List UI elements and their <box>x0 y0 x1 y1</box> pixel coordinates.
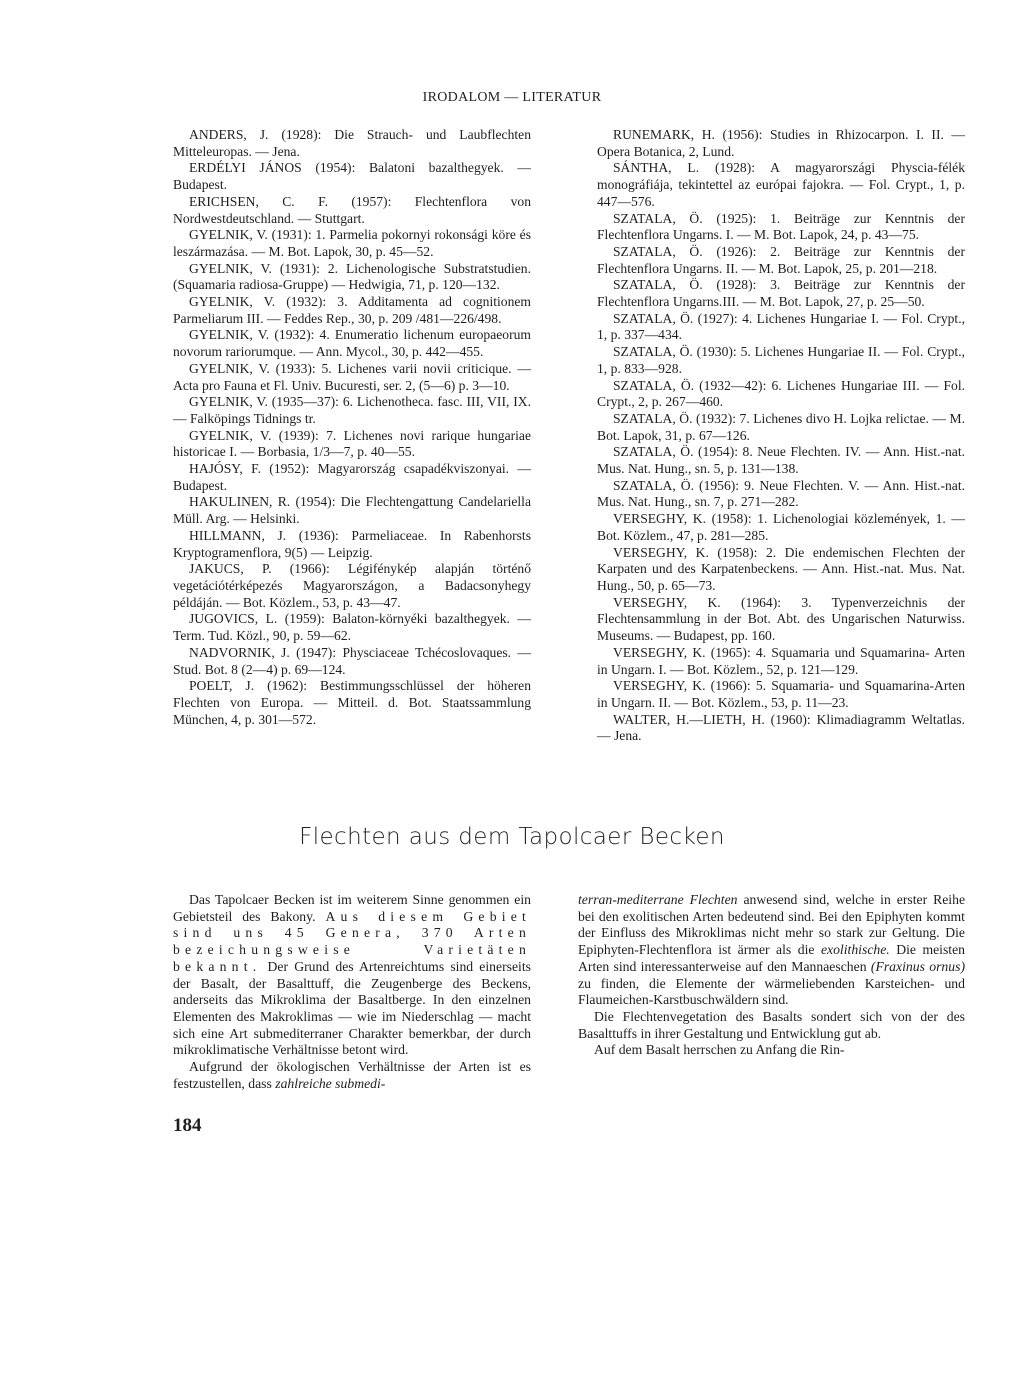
body-text: zu finden, die Elemente der wärmeliebenden Karsteichen- und Flaumeichen-Karstbuschwäldern sind. <box>578 975 965 1008</box>
reference-entry: GYELNIK, V. (1932): 3. Additamenta ad cognitionem Parmeliarum III. — Feddes Rep., 30, p. 209 /481—226/498. <box>173 294 531 326</box>
italic-text: exolithische. <box>820 942 890 958</box>
references-right-column <box>597 127 965 745</box>
italic-text: (Fraxinus ornus) <box>870 958 965 974</box>
reference-entry: SZATALA, Ö. (1932—42): 6. Lichenes Hungariae III. — Fol. Crypt., 2, p. 267—460. <box>597 377 965 410</box>
body-text: Aufgrund der ökologischen Verhältnisse der Arten ist es festzustellen, dass <box>173 1059 531 1091</box>
body-paragraph <box>173 892 531 1059</box>
reference-entry: JAKUCS, P. (1966): Légifénykép alapján történő vegetációtérképezés Magyarországon, a Badacsonyhegy példáján. — Bot. Közlem., 53, p. 43—47. <box>173 561 531 610</box>
references-left-column <box>173 127 531 728</box>
italic-text: zahlreiche submedi- <box>275 1075 386 1091</box>
body-paragraph: Die Flechtenvegetation des Basalts sondert sich von der des Basalttuffs in ihrer Gestaltung und Entwicklung gut ab. <box>578 1008 965 1041</box>
reference-entry: GYELNIK, V. (1939): 7. Lichenes novi rarique hungariae historicae I. — Borbasia, 1/3—7, p. 40—55. <box>173 427 531 460</box>
body-text: Das Tapolcaer Becken ist im weiterem Sinne genommen ein Gebietsteil des Bakony. <box>173 892 531 924</box>
reference-entry: ERDÉLYI JÁNOS (1954): Balatoni bazalthegyek. — Budapest. <box>173 160 531 193</box>
reference-entry: GYELNIK, V. (1931): 2. Lichenologische Substratstudien. (Squamaria radiosa-Gruppe) — Hedwigia, 71, p. 120—132. <box>173 260 531 293</box>
body-text: Der Grund des Artenreichtums sind einerseits der Basalt, der Basalttuff, die Zeugenberge des Beckens, anderseits das Mikroklima der Basaltberge. In den einzelnen Elementen des Makroklimas — wie im Niederschlag — macht sich eine Art submediterraner Charakter bemerkbar, der durch mikroklimatische Verhältnisse betont wird. <box>173 958 531 1058</box>
reference-entry: SÁNTHA, L. (1928): A magyarországi Physcia-félék monográfiája, tekintettel az európai fajokra. — Fol. Crypt., 1, p. 447—576. <box>597 160 965 209</box>
reference-entry: SZATALA, Ö. (1954): 8. Neue Flechten. IV. — Ann. Hist.-nat. Mus. Nat. Hung., sn. 5, p. 131—138. <box>597 444 965 477</box>
reference-entry: HAJÓSY, F. (1952): Magyarország csapadékviszonyai. — Budapest. <box>173 461 531 493</box>
reference-entry: GYELNIK, V. (1935—37): 6. Lichenotheca. fasc. III, VII, IX. — Falköpings Tidnings tr. <box>173 394 531 426</box>
body-paragraph <box>173 1059 531 1092</box>
reference-entry: GYELNIK, V. (1931): 1. Parmelia pokornyi rokonsági köre és leszármazása. — M. Bot. Lapok, 30, p. 45—52. <box>173 227 531 259</box>
reference-entry: POELT, J. (1962): Bestimmungsschlüssel der höheren Flechten von Europa. — Mitteil. d. Bot. Staatssammlung München, 4, p. 301—572. <box>173 678 531 727</box>
body-paragraph <box>578 892 965 1009</box>
reference-entry: HAKULINEN, R. (1954): Die Flechtengattung Candelariella Müll. Arg. — Helsinki. <box>173 494 531 527</box>
reference-entry: SZATALA, Ö. (1928): 3. Beiträge zur Kenntnis der Flechtenflora Ungarns.III. — M. Bot. Lapok, 27, p. 25—50. <box>597 277 965 310</box>
spaced-emphasis-text: Aus diesem Gebiet sind uns 45 Genera, 370 Arten bezeichungsweise Varietäten bekannt. <box>173 908 532 974</box>
body-right-column <box>578 892 965 1059</box>
reference-entry: SZATALA, Ö. (1925): 1. Beiträge zur Kenntnis der Flechtenflora Ungarns. I. — M. Bot. Lapok, 24, p. 43—75. <box>597 210 965 243</box>
reference-entry: JUGOVICS, L. (1959): Balaton-környéki bazalthegyek. — Term. Tud. Közl., 90, p. 59—62. <box>173 611 531 644</box>
reference-entry: ERICHSEN, C. F. (1957): Flechtenflora von Nordwestdeutschland. — Stuttgart. <box>173 193 531 226</box>
reference-entry: SZATALA, Ö. (1956): 9. Neue Flechten. V. — Ann. Hist.-nat. Mus. Nat. Hung., sn. 7, p. 271—282. <box>597 477 965 510</box>
reference-entry: SZATALA, Ö. (1927): 4. Lichenes Hungariae I. — Fol. Crypt., 1, p. 337—434. <box>597 310 965 343</box>
body-left-column <box>173 892 531 1092</box>
reference-entry: SZATALA, Ö. (1926): 2. Beiträge zur Kenntnis der Flechtenflora Ungarns. II. — M. Bot. Lapok, 25, p. 201—218. <box>597 243 965 276</box>
reference-entry: NADVORNIK, J. (1947): Physciaceae Tchécoslovaques. — Stud. Bot. 8 (2—4) p. 69—124. <box>173 644 531 677</box>
reference-entry: ANDERS, J. (1928): Die Strauch- und Laubflechten Mitteleuropas. — Jena. <box>173 127 531 159</box>
body-paragraph: Auf dem Basalt herrschen zu Anfang die Rin- <box>594 1042 845 1058</box>
reference-entry: VERSEGHY, K. (1966): 5. Squamaria- und Squamarina-Arten in Ungarn. II. — Bot. Közlem., 53, p. 11—23. <box>597 678 965 710</box>
italic-text: terran-mediterrane Flechten <box>578 892 738 907</box>
body-text: Die meisten Arten sind interessanterweise auf den Mannaeschen <box>578 942 966 974</box>
reference-entry: SZATALA, Ö. (1930): 5. Lichenes Hungariae II. — Fol. Crypt., 1, p. 833—928. <box>597 344 965 376</box>
reference-entry: HILLMANN, J. (1936): Parmeliaceae. In Rabenhorsts Kryptogramenflora, 9(5) — Leipzig. <box>173 527 531 560</box>
reference-entry: GYELNIK, V. (1933): 5. Lichenes varii novii criticique. — Acta pro Fauna et Fl. Univ. Bucuresti, ser. 2, (5—6) p. 3—10. <box>173 360 531 393</box>
reference-entry: VERSEGHY, K. (1958): 1. Lichenologiai közlemények, 1. — Bot. Közlem., 47, p. 281—285. <box>597 511 965 543</box>
reference-entry: VERSEGHY, K. (1965): 4. Squamaria und Squamarina- Arten in Ungarn. I. — Bot. Közlem., 52, p. 121—129. <box>597 644 965 677</box>
page-number: 184 <box>173 1115 202 1136</box>
reference-entry: WALTER, H.—LIETH, H. (1960): Klimadiagramm Weltatlas. — Jena. <box>597 711 965 744</box>
reference-entry: SZATALA, Ö. (1932): 7. Lichenes divo H. Lojka relictae. — M. Bot. Lapok, 31, p. 67—126. <box>597 410 965 443</box>
article-title: Flechten aus dem Tapolcaer Becken <box>299 824 725 850</box>
section-header: IRODALOM — LITERATUR <box>422 90 602 105</box>
reference-entry: VERSEGHY, K. (1964): 3. Typenverzeichnis der Flechtensammlung in der Bot. Abt. des Ungarischen Naturwiss. Museums. — Budapest, pp. 160. <box>597 594 965 644</box>
reference-entry: RUNEMARK, H. (1956): Studies in Rhizocarpon. I. II. — Opera Botanica, 2, Lund. <box>597 127 965 159</box>
body-text: anwesend sind, welche in erster Reihe bei den exolitischen Arten bedeutend sind. Bei den Epiphyten kommt der Einfluss des Mikroklimas nicht mehr so stark zur Geltung. Die Epiphyten-Flechtenflora ist ärmer als die <box>578 892 966 958</box>
reference-entry: GYELNIK, V. (1932): 4. Enumeratio lichenum europaeorum novorum rariorumque. — Ann. Mycol., 30, p. 442—455. <box>173 327 531 360</box>
reference-entry: VERSEGHY, K. (1958): 2. Die endemischen Flechten der Karpaten und des Karpatenbeckens. — Ann. Hist.-nat. Mus. Nat. Hung., 50, p. 65—73. <box>597 544 965 593</box>
